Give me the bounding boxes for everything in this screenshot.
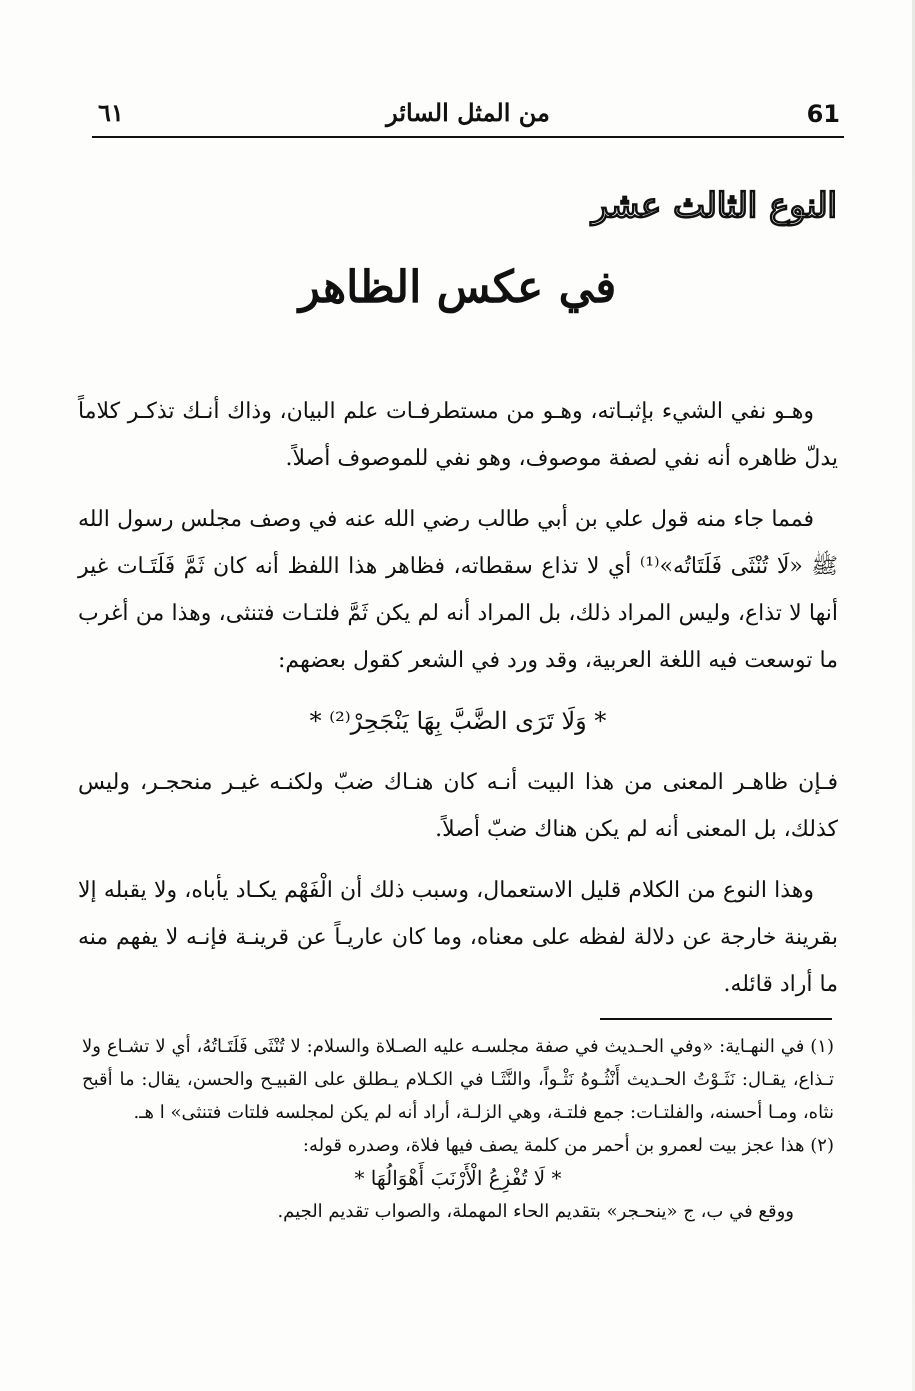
paragraph: فـإن ظاهـر المعنى من هذا البيت أنـه كان هنـاك ضبّ ولكنـه غيـر منحجـر، وليس كذلك، بل المعنى أنه لم يكن هناك ضبّ أصلاً.: [78, 770, 838, 842]
page-number-arabic: ٦١: [98, 98, 124, 127]
footnotes: [82, 1030, 834, 1228]
footnote-verse: * لَا تُفْزِعُ الْأَرْنَبَ أَهْوَالُهَا *: [354, 1166, 562, 1190]
paragraph: فمما جاء منه قول علي بن أبي طالب رضي الله عنه في وصف مجلس رسول الله ﷺ «لَا تُنْثَى فَلَتَاتُه»⁽¹⁾ أي لا تذاع سقطاته، فظاهر هذا اللفظ أنه كان ثَمَّ فَلَتَـات غير أنها لا تذاع، وليس المراد ذلك، بل المراد أنه لم يكن ثَمَّ فلتـات فتنثى، وهذا من أغرب ما توسعت فيه اللغة العربية، وقد ورد في الشعر كقول بعضهم:: [78, 507, 838, 673]
paragraph: وهذا النوع من الكلام قليل الاستعمال، وسبب ذلك أن الْفَهْم يكـاد يأباه، ولا يقبله إلا بقرينة خارجة عن دلالة لفظه على معناه، وما كان عاريـاً عن قرينـة فإنـه لا يفهم منه ما أراد قائله.: [78, 878, 838, 997]
chapter-title: في عكس الظاهر: [298, 262, 617, 313]
page-number-latin: 61: [806, 100, 840, 128]
verse-line: * وَلَا تَرَى الضَّبَّ بِهَا يَنْجَحِرْ⁽²⁾ *: [309, 707, 607, 735]
body-text: [78, 388, 838, 1022]
page-header: [92, 92, 844, 138]
running-title: من المثل السائر: [386, 98, 550, 127]
footnote-2: (٢) هذا عجز بيت لعمرو بن أحمر من كلمة يصف فيها فلاة، وصدره قوله:: [302, 1135, 834, 1156]
paragraph: وهـو نفي الشيء بإثبـاته، وهـو من مستطرفـات علم البيان، وذاك أنـك تذكـر كلاماً يدلّ ظاهره أنه نفي لصفة موصوف، وهو نفي للموصوف أصلاً.: [78, 399, 838, 471]
footnote-1: (١) في النهـاية: «وفي الحـديث في صفة مجلسـه عليه الصـلاة والسلام: لا تُنْثَى فَلَتَـاتُهُ، أي لا تشـاع ولا تـذاع، يقـال: نَثَـوْتُ الحـديث أَنْثُـوهُ نَثْـواً، والنَّثَـا في الكـلام يـطلق على القبيـح والحسن، يقال: ما أقبح نثاه، ومـا أحسنه، والفلتـات: جمع فلتـة، وهي الزلـة، أراد أنه لم يكن لمجلسه فلتات فتنثى» ا هـ.: [82, 1036, 834, 1123]
footnote-separator: [600, 1018, 832, 1020]
footnote-variant-note: ووقع في ب، ج «ينحـجر» بتقديم الحاء المهملة، والصواب تقديم الجيم.: [277, 1201, 794, 1222]
section-type-heading: النوع الثالث عشر: [591, 186, 837, 226]
